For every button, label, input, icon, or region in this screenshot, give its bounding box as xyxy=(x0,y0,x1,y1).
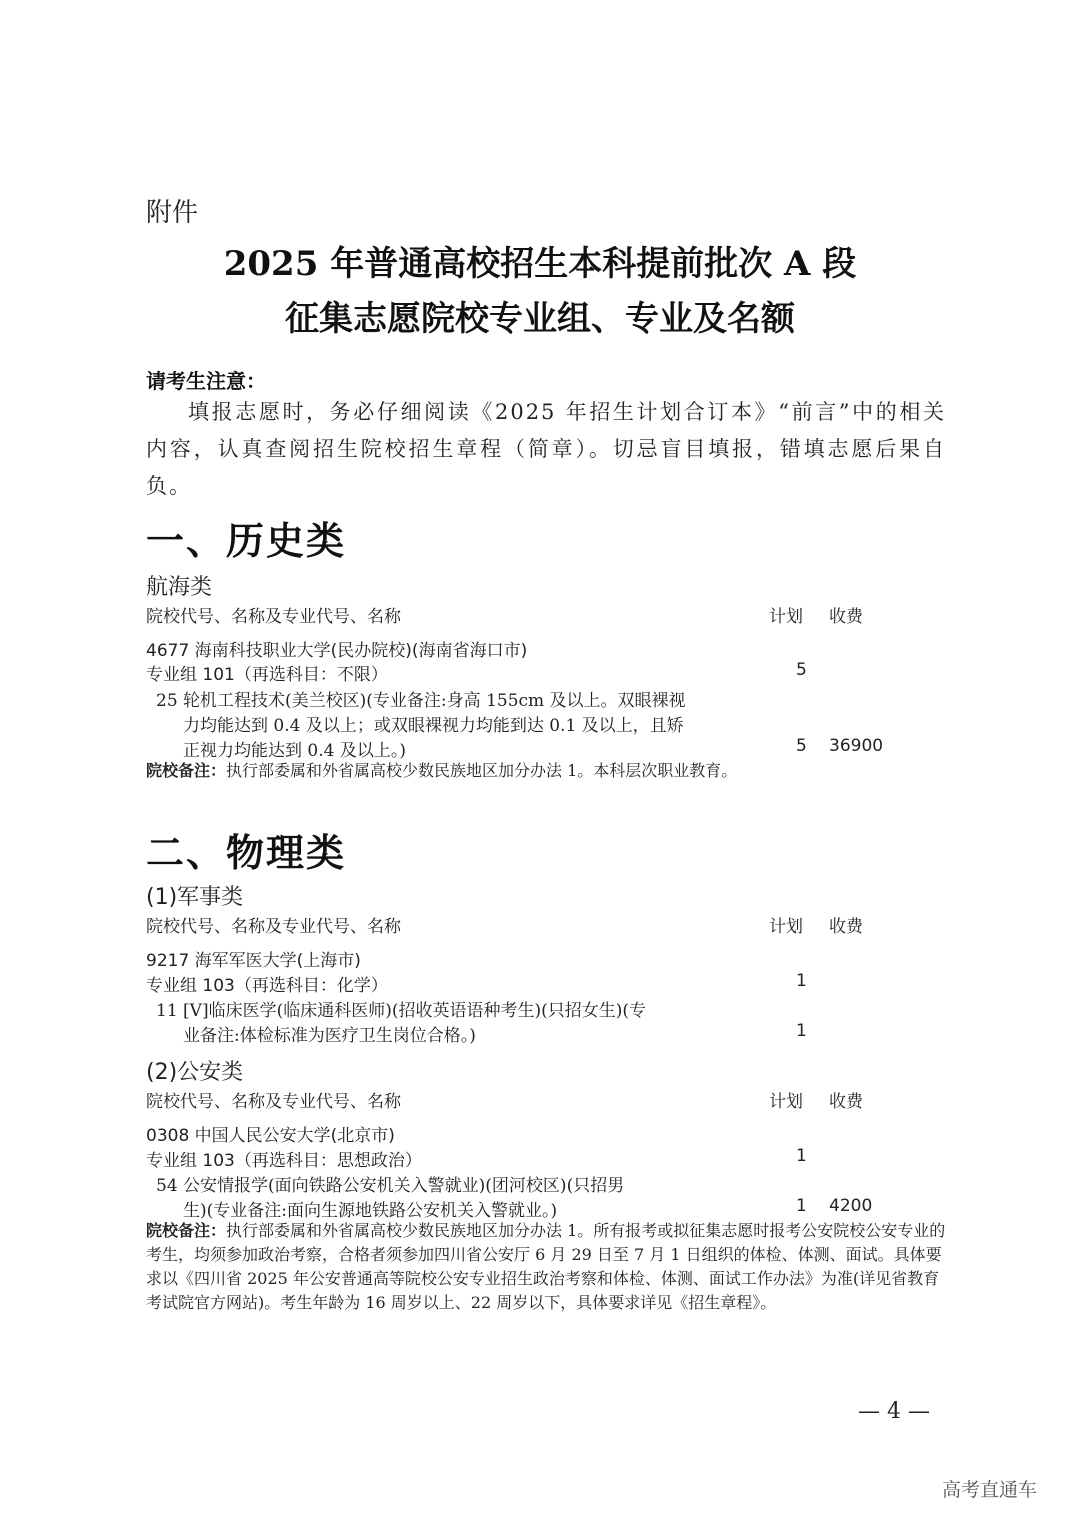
remark-text: 执行部委属和外省属高校少数民族地区加分办法 1。本科层次职业教育。 xyxy=(226,761,738,780)
major-line: 11 [V]临床医学(临床通科医师)(招收英语语种考生)(只招女生)(专 xyxy=(156,1001,647,1021)
school-row: 9217 海军军医大学(上海市) xyxy=(146,951,361,971)
group-plan: 5 xyxy=(796,660,807,680)
category-name: 航海类 xyxy=(146,575,213,600)
page-title-line2: 征集志愿院校专业组、专业及名额 xyxy=(285,299,795,339)
column-header-fee: 收费 xyxy=(829,1092,863,1112)
major-plan: 5 xyxy=(796,736,807,756)
group-plan: 1 xyxy=(796,971,807,991)
major-line: 力均能达到 0.4 及以上；或双眼裸视力均能到达 0.1 及以上，且矫 xyxy=(183,716,684,736)
major-line: 正视力均能达到 0.4 及以上。) xyxy=(183,741,406,761)
page-title-line1: 2025 年普通高校招生本科提前批次 A 段 xyxy=(223,244,857,284)
column-header-plan: 计划 xyxy=(769,1092,803,1112)
column-header-name: 院校代号、名称及专业代号、名称 xyxy=(146,1092,401,1112)
column-header-fee: 收费 xyxy=(829,607,863,627)
column-header-name: 院校代号、名称及专业代号、名称 xyxy=(146,917,401,937)
category-name: (1)军事类 xyxy=(146,885,244,910)
notice-body: 填报志愿时，务必仔细阅读《2025 年招生计划合订本》“前言”中的相关内容，认真查阅招生院校招生章程（简章）。切忌盲目填报，错填志愿后果自负。 xyxy=(146,400,946,498)
major-line: 25 轮机工程技术(美兰校区)(专业备注:身高 155cm 及以上。双眼裸视 xyxy=(156,691,686,711)
category-name: (2)公安类 xyxy=(146,1060,244,1085)
page-number: — 4 — xyxy=(858,1399,930,1424)
group-row: 专业组 101（再选科目：不限） xyxy=(146,665,388,685)
major-fee: 36900 xyxy=(829,736,884,756)
school-remark xyxy=(146,1219,946,1315)
school-row: 4677 海南科技职业大学(民办院校)(海南省海口市) xyxy=(146,641,528,661)
watermark: 高考直通车 xyxy=(942,1479,1038,1501)
school-remark xyxy=(146,759,946,783)
notice-heading: 请考生注意： xyxy=(146,369,266,393)
section-title-physics: 二、物理类 xyxy=(146,831,347,875)
group-row: 专业组 103（再选科目：思想政治） xyxy=(146,1151,422,1171)
remark-label: 院校备注： xyxy=(146,761,227,780)
column-header-plan: 计划 xyxy=(769,917,803,937)
column-header-fee: 收费 xyxy=(829,917,863,937)
major-line: 业备注:体检标准为医疗卫生岗位合格。) xyxy=(183,1026,476,1046)
column-header-plan: 计划 xyxy=(769,607,803,627)
major-line: 54 公安情报学(面向铁路公安机关入警就业)(团河校区)(只招男 xyxy=(156,1176,625,1196)
major-fee: 4200 xyxy=(829,1196,873,1216)
major-plan: 1 xyxy=(796,1196,807,1216)
group-plan: 1 xyxy=(796,1146,807,1166)
group-row: 专业组 103（再选科目：化学） xyxy=(146,976,388,996)
major-line: 生)(专业备注:面向生源地铁路公安机关入警就业。) xyxy=(183,1201,558,1221)
attachment-label: 附件 xyxy=(146,198,199,228)
column-header-name: 院校代号、名称及专业代号、名称 xyxy=(146,607,401,627)
remark-label: 院校备注： xyxy=(146,1221,227,1240)
section-title-history: 一、历史类 xyxy=(146,519,347,563)
major-plan: 1 xyxy=(796,1021,807,1041)
school-row: 0308 中国人民公安大学(北京市) xyxy=(146,1126,395,1146)
remark-text: 执行部委属和外省属高校少数民族地区加分办法 1。所有报考或拟征集志愿时报考公安院校公安专业的考生，均须参加政治考察，合格者须参加四川省公安厅 6 月 29 日至 7 月 1 日组织的体检、体测、面试。具体要求以《四川省 2025 年公安普通高等院校公安专业招生政治考察和体检、体测、面试工作办法》为准(详见省教育考试院官方网站)。考生年龄为 16 周岁以上、22 周岁以下，具体要求详见《招生章程》。 xyxy=(146,1221,946,1312)
